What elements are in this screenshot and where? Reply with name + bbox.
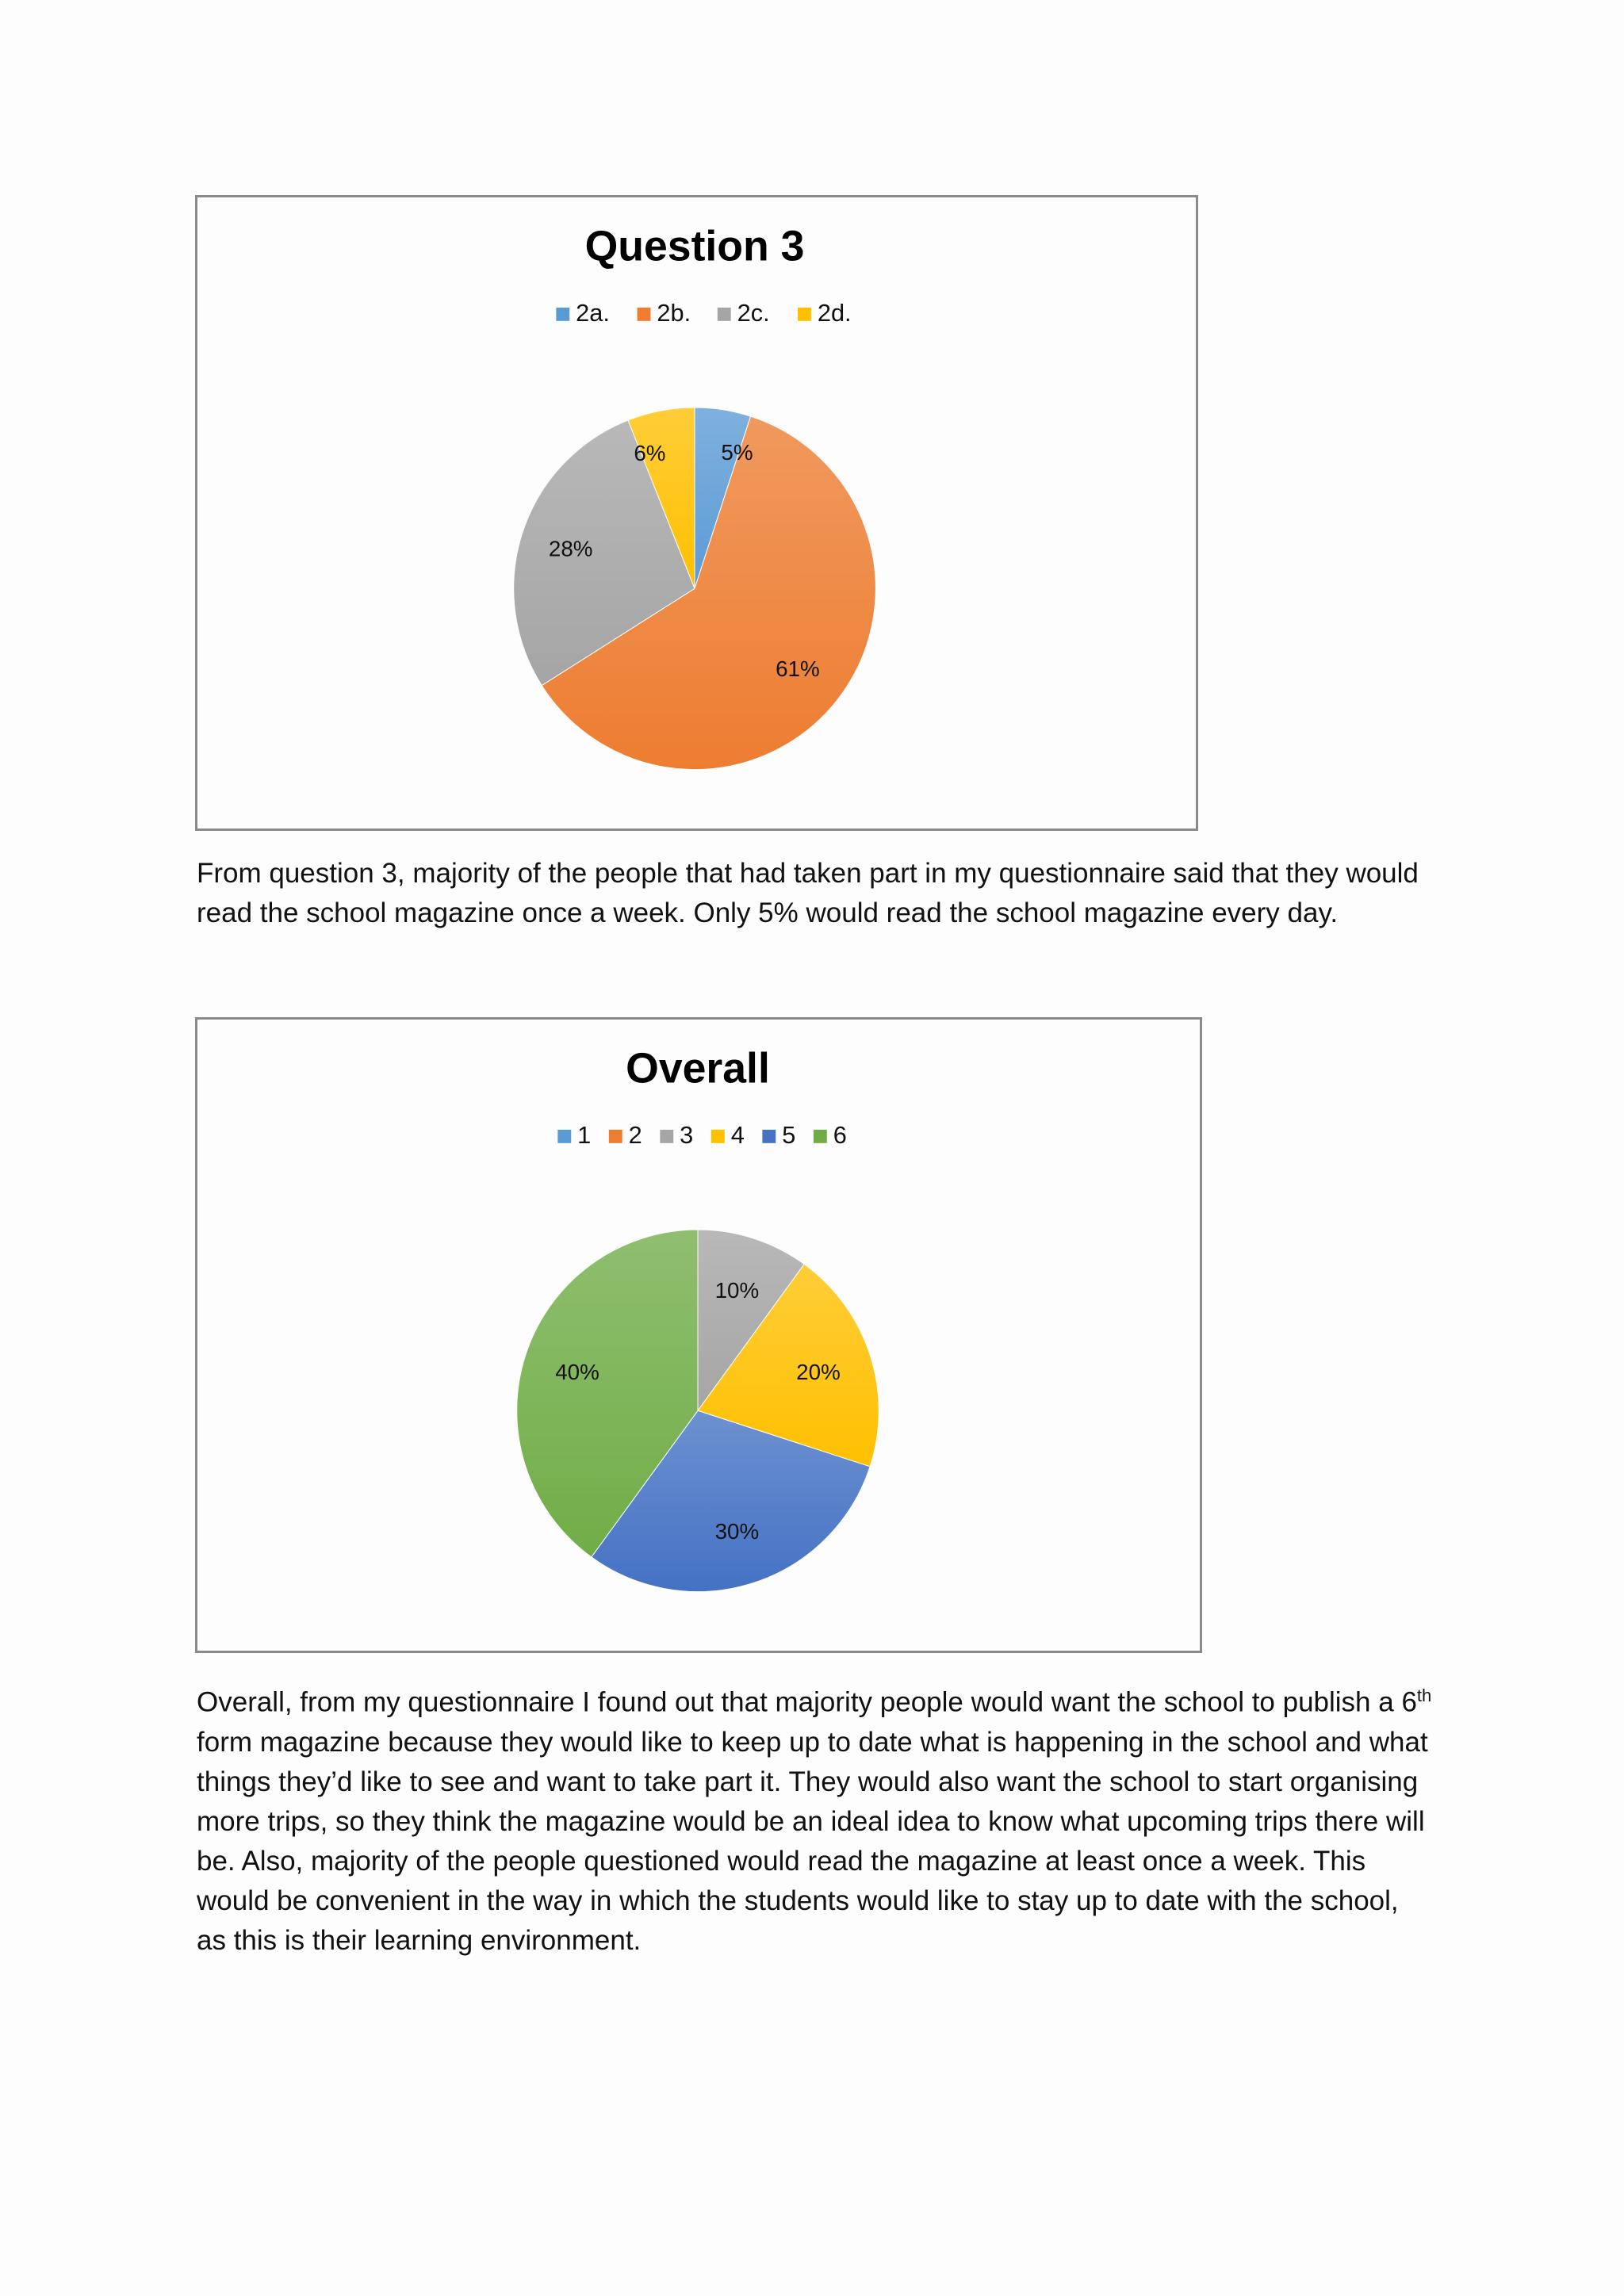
question-3-legend-label-2b: 2b.	[657, 298, 691, 327]
overall-legend-label-1: 1	[577, 1120, 592, 1149]
question-3-legend-swatch-2c	[718, 308, 731, 321]
overall-legend-label-4: 4	[730, 1120, 745, 1149]
question-3-data-label-2d: 6%	[634, 440, 666, 465]
question-3-summary: From question 3, majority of the people that had taken part in my questionnaire said that they would read the school magazine once a week. Only 5% would read the school magazine every day.	[197, 858, 1419, 928]
overall-legend-swatch-1	[557, 1130, 571, 1143]
question-3-pie-svg	[197, 197, 1196, 828]
overall-legend-swatch-5	[762, 1130, 776, 1143]
overall-chart	[195, 1017, 1202, 1653]
question-3-data-label-2a: 5%	[721, 439, 753, 465]
overall-summary-part2: form magazine because they would like to keep up to date what is happening in the school and what things they’d like to see and want to take part it. They would also want the school to start organising more trips, so they think the magazine would be an ideal idea to know what upcoming trips there will be. Also, majority of the people questioned would read the magazine at least once a week. This would be convenient in the way in which the students would like to stay up to date with the school, as this is their learning environment.	[197, 1726, 1428, 1956]
question-3-legend-label-2a: 2a.	[576, 298, 610, 327]
overall-legend-label-5: 5	[782, 1120, 796, 1149]
overall-summary-part1: Overall, from my questionnaire I found out that majority people would want the school to publish a 6	[197, 1686, 1417, 1718]
overall-data-label-5: 30%	[714, 1519, 760, 1544]
overall-legend-swatch-4	[711, 1130, 725, 1143]
overall-legend-label-2: 2	[628, 1120, 642, 1149]
overall-data-label-4: 20%	[796, 1359, 841, 1384]
overall-data-label-6: 40%	[555, 1359, 599, 1384]
question-3-chart-title: Question 3	[584, 222, 805, 270]
overall-legend-swatch-6	[814, 1130, 827, 1143]
question-3-legend-label-2d: 2d.	[817, 298, 852, 327]
overall-pie-svg	[197, 1020, 1200, 1651]
overall-legend-swatch-2	[609, 1130, 622, 1143]
overall-legend-swatch-3	[660, 1130, 673, 1143]
overall-data-label-3: 10%	[714, 1278, 760, 1303]
question-3-data-label-2c: 28%	[548, 536, 593, 561]
overall-legend-label-6: 6	[833, 1120, 847, 1149]
overall-summary	[197, 1676, 1434, 1961]
ordinal-suffix: th	[1416, 1686, 1432, 1705]
overall-chart-title: Overall	[626, 1044, 770, 1093]
question-3-legend-label-2c: 2c.	[737, 298, 770, 327]
question-3-data-label-2b: 61%	[776, 656, 820, 681]
question-3-legend-swatch-2d	[798, 308, 811, 321]
question-3-legend-swatch-2a	[556, 308, 569, 321]
question-3-legend-swatch-2b	[638, 308, 651, 321]
question-3-chart	[195, 195, 1198, 831]
overall-legend-label-3: 3	[680, 1120, 694, 1149]
